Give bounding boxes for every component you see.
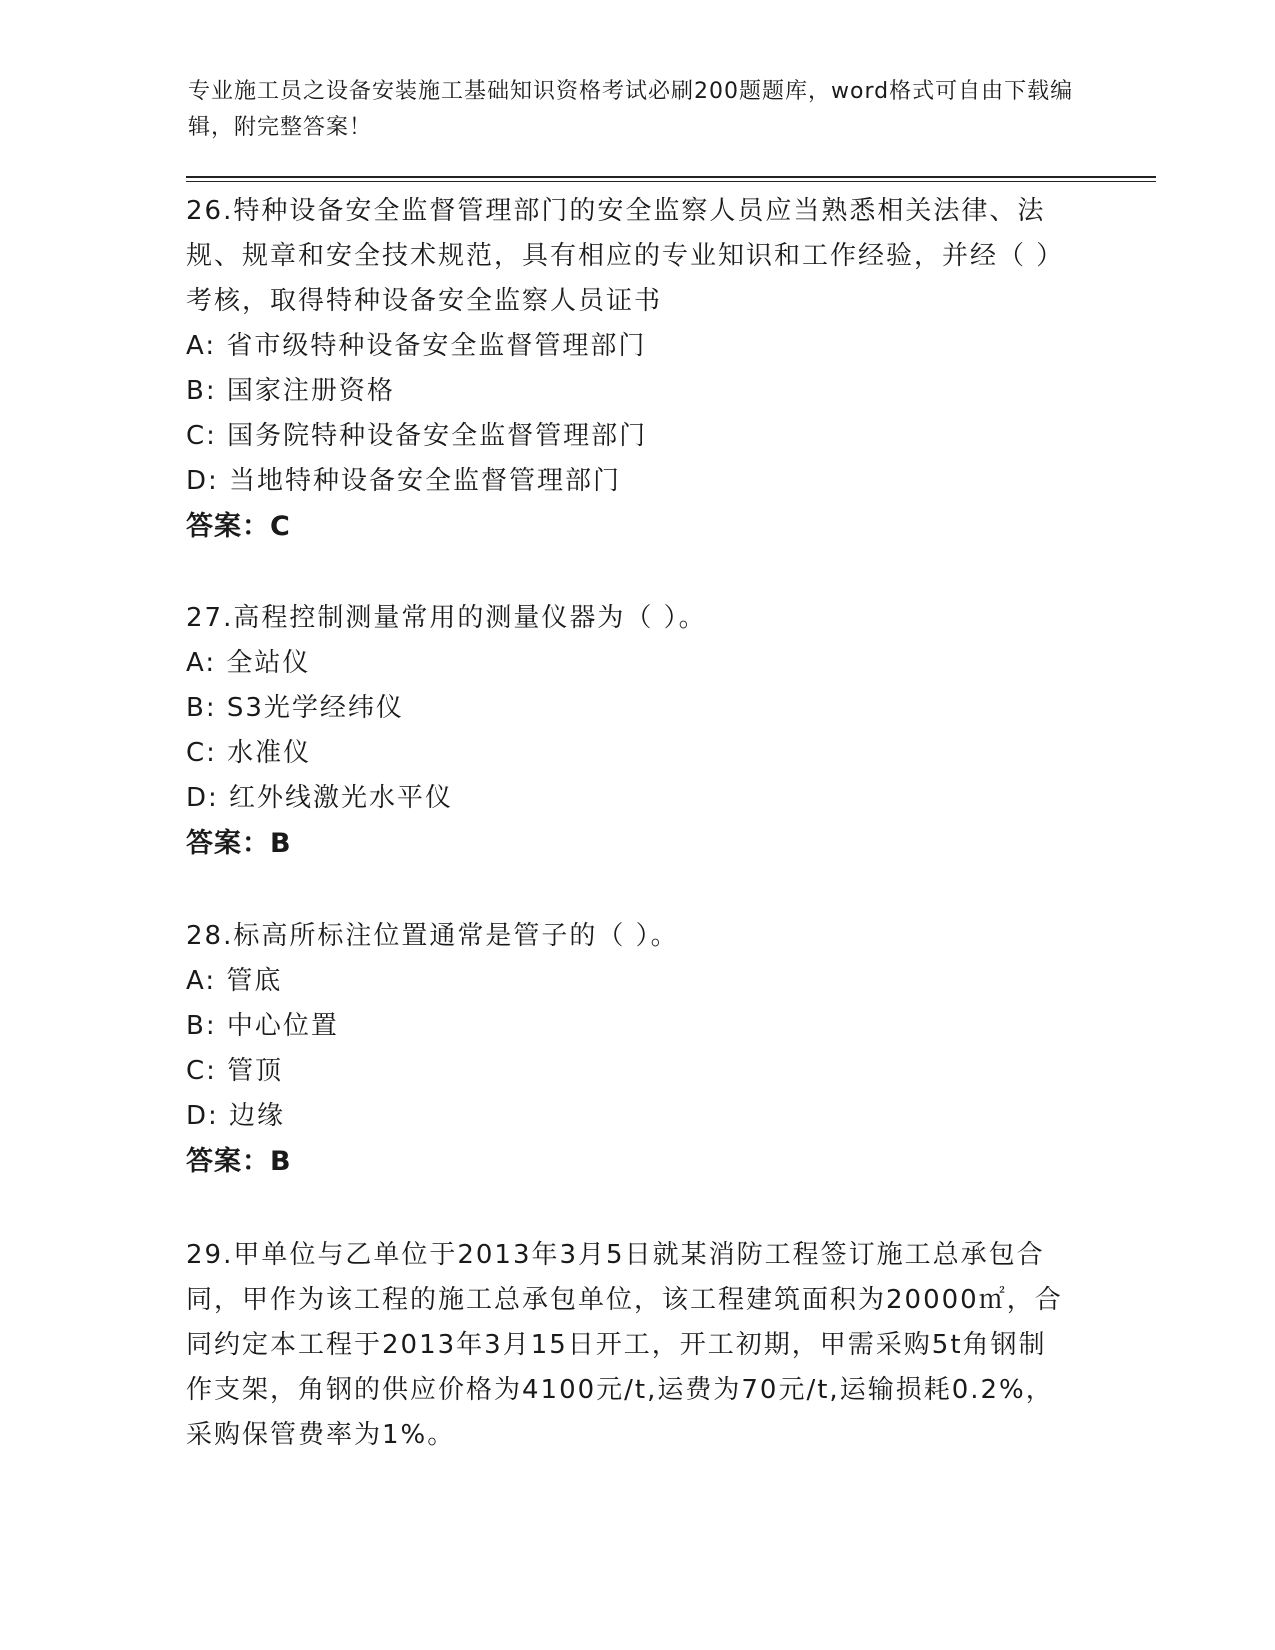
question-27 xyxy=(186,596,1066,866)
question-stem: 26.特种设备安全监督管理部门的安全监察人员应当熟悉相关法律、法规、规章和安全技术规范，具有相应的专业知识和工作经验，并经（ ）考核，取得特种设备安全监察人员证书 xyxy=(186,196,1065,316)
answer: 答案：C xyxy=(186,511,291,542)
question-28 xyxy=(186,914,1066,1184)
option-d: D: 当地特种设备安全监督管理部门 xyxy=(186,466,622,496)
option-a: A: 全站仪 xyxy=(186,648,311,678)
option-a: A: 省市级特种设备安全监督管理部门 xyxy=(186,331,647,361)
option-d: D: 红外线激光水平仪 xyxy=(186,783,454,813)
answer: 答案：B xyxy=(186,828,292,859)
question-29 xyxy=(186,1233,1066,1458)
question-stem: 29.甲单位与乙单位于2013年3月5日就某消防工程签订施工总承包合同，甲作为该工程的施工总承包单位，该工程建筑面积为20000㎡，合同约定本工程于2013年3月15日开工，开工初期，甲需采购5t角钢制作支架，角钢的供应价格为4100元/t,运费为70元/t,运输损耗0.2%，采购保管费率为1%。 xyxy=(186,1240,1063,1450)
question-stem: 27.高程控制测量常用的测量仪器为（ ）。 xyxy=(186,603,707,633)
option-b: B: S3光学经纬仪 xyxy=(186,693,404,723)
answer: 答案：B xyxy=(186,1146,292,1177)
question-stem: 28.标高所标注位置通常是管子的（ ）。 xyxy=(186,921,679,951)
document-header: 专业施工员之设备安装施工基础知识资格考试必刷200题题库，word格式可自由下载编辑，附完整答案！ xyxy=(188,79,1074,140)
question-26 xyxy=(186,189,1066,549)
option-d: D: 边缘 xyxy=(186,1101,286,1131)
option-b: B: 国家注册资格 xyxy=(186,376,395,406)
option-c: C: 管顶 xyxy=(186,1056,284,1086)
option-a: A: 管底 xyxy=(186,966,283,996)
option-c: C: 国务院特种设备安全监督管理部门 xyxy=(186,421,648,451)
option-b: B: 中心位置 xyxy=(186,1011,339,1041)
header-divider xyxy=(186,176,1156,178)
header-divider-thin xyxy=(186,181,1156,182)
option-c: C: 水准仪 xyxy=(186,738,312,768)
